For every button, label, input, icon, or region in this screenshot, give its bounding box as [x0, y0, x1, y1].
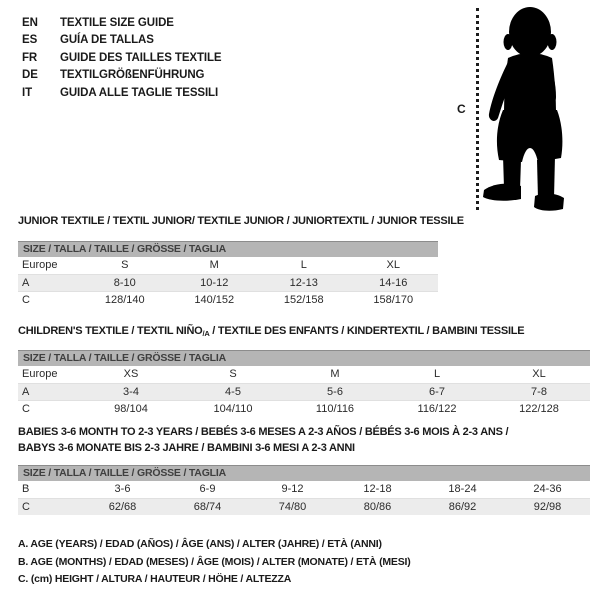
row-label-cell: Europe — [22, 259, 58, 272]
language-title: TEXTILGRÖßENFÜHRUNG — [60, 69, 205, 82]
language-row — [22, 32, 222, 50]
baby-silhouette — [478, 0, 578, 220]
language-title: GUIDE DES TAILLES TEXTILE — [60, 51, 222, 64]
language-code-label: EN — [22, 16, 38, 29]
table-row — [18, 291, 438, 308]
table-title-line — [18, 424, 590, 440]
value-cell: M — [209, 259, 219, 272]
value-cell: XS — [123, 368, 139, 381]
row-label-cell: C — [18, 291, 80, 308]
row-label-cell: C — [18, 400, 80, 417]
section-babies-textile — [18, 424, 590, 515]
value-cell: 80/86 — [335, 498, 420, 515]
table-title-line — [18, 323, 590, 342]
size-header-bar: SIZE / TALLA / TAILLE / GRÖSSE / TAGLIA — [18, 350, 590, 366]
value-cell: 158/170 — [349, 291, 439, 308]
language-title: TEXTILE SIZE GUIDE — [60, 16, 174, 29]
value-cell: S — [229, 368, 237, 381]
title-segment: JUNIOR TEXTILE / TEXTIL JUNIOR/ TEXTILE JUNIOR / JUNIORTEXTIL / JUNIOR TESSILE — [18, 215, 464, 227]
value-cell: 7-8 — [488, 383, 590, 400]
language-title: GUIDA ALLE TAGLIE TESSILI — [60, 86, 219, 99]
size-header-bar: SIZE / TALLA / TAILLE / GRÖSSE / TAGLIA — [18, 465, 590, 481]
size-header-bar: SIZE / TALLA / TAILLE / GRÖSSE / TAGLIA — [18, 241, 438, 257]
table-title — [18, 213, 464, 229]
value-cell: 122/128 — [488, 400, 590, 417]
value-cell: 14-16 — [349, 274, 439, 291]
value-cell: M — [330, 368, 340, 381]
row-label-cell: Europe — [22, 368, 58, 381]
language-code-label: DE — [22, 69, 38, 82]
table-row — [18, 498, 590, 515]
value-cell: 140/152 — [170, 291, 260, 308]
title-subscript: /A — [202, 329, 210, 338]
value-cell: 12-18 — [363, 483, 392, 496]
table-row — [18, 383, 590, 400]
value-cell: 152/158 — [259, 291, 349, 308]
value-cell: L — [300, 259, 307, 272]
value-cell: 24-36 — [533, 483, 562, 496]
title-segment: BABYS 3-6 MONATE BIS 2-3 JAHRE / BAMBINI 3-6 MESI A 2-3 ANNI — [18, 442, 355, 454]
value-cell: 5-6 — [284, 383, 386, 400]
value-cell: 12-13 — [259, 274, 349, 291]
value-cell: 62/68 — [80, 498, 165, 515]
footnote-line: B. AGE (MONTHS) / EDAD (MESES) / ÂGE (MOIS) / ALTER (MONATE) / ETÀ (MESI) — [18, 555, 411, 568]
size-letters-row — [18, 366, 590, 383]
height-measure-label: C — [457, 102, 466, 116]
value-cell: 92/98 — [505, 498, 590, 515]
row-label-cell: B — [22, 483, 30, 496]
value-cell: 86/92 — [420, 498, 505, 515]
value-cell: 6-7 — [386, 383, 488, 400]
value-cell: 104/110 — [182, 400, 284, 417]
value-cell: 6-9 — [199, 483, 216, 496]
language-row — [22, 49, 222, 67]
language-row — [22, 67, 222, 85]
size-letters-row — [18, 257, 438, 274]
value-cell: 68/74 — [165, 498, 250, 515]
size-guide-table — [18, 366, 590, 417]
value-cell: 4-5 — [182, 383, 284, 400]
title-segment: CHILDREN'S TEXTILE / TEXTIL NIÑO — [18, 325, 203, 337]
language-code-label: IT — [22, 86, 33, 99]
title-segment: / TEXTILE DES ENFANTS / KINDERTEXTIL / BAMBINI TESSILE — [209, 325, 525, 337]
language-title: GUÍA DE TALLAS — [60, 34, 154, 47]
title-segment: BABIES 3-6 MONTH TO 2-3 YEARS / BEBÉS 3-6 MESES A 2-3 AÑOS / BÉBÉS 3-6 MOIS À 2-3 ANS / — [18, 426, 509, 438]
value-cell: 3-4 — [80, 383, 182, 400]
value-cell: 74/80 — [250, 498, 335, 515]
row-label-cell: C — [18, 498, 80, 515]
value-cell: 10-12 — [170, 274, 260, 291]
value-cell: 18-24 — [448, 483, 477, 496]
size-guide-table — [18, 481, 590, 515]
value-cell: XL — [532, 368, 546, 381]
row-label-cell: A — [18, 383, 80, 400]
language-code-label: ES — [22, 34, 38, 47]
value-cell: L — [433, 368, 441, 381]
section-children-textile — [18, 323, 590, 417]
table-title — [18, 323, 590, 342]
table-title — [18, 424, 590, 456]
table-row — [18, 481, 590, 498]
language-list — [22, 14, 222, 102]
footnote-line: C. (cm) HEIGHT / ALTURA / HAUTEUR / HÖHE / ALTEZZA — [18, 573, 292, 585]
row-label-cell: A — [18, 274, 80, 291]
language-row — [22, 14, 222, 32]
value-cell: 98/104 — [80, 400, 182, 417]
table-row — [18, 274, 438, 291]
value-cell: 110/116 — [284, 400, 386, 417]
section-junior-textile — [18, 213, 464, 308]
footnote-line: A. AGE (YEARS) / EDAD (AÑOS) / ÂGE (ANS) / ALTER (JAHRE) / ETÀ (ANNI) — [18, 538, 382, 550]
footnotes — [18, 536, 411, 589]
value-cell: S — [121, 259, 129, 272]
baby-figure — [455, 0, 600, 222]
value-cell: 116/122 — [386, 400, 488, 417]
table-row — [18, 400, 590, 417]
table-title-line — [18, 213, 464, 229]
value-cell: 8-10 — [80, 274, 170, 291]
language-code-label: FR — [22, 51, 38, 64]
value-cell: XL — [386, 259, 400, 272]
language-row — [22, 84, 222, 102]
value-cell: 3-6 — [114, 483, 131, 496]
size-guide-table — [18, 257, 438, 308]
table-title-line — [18, 440, 590, 456]
value-cell: 9-12 — [281, 483, 304, 496]
value-cell: 128/140 — [80, 291, 170, 308]
